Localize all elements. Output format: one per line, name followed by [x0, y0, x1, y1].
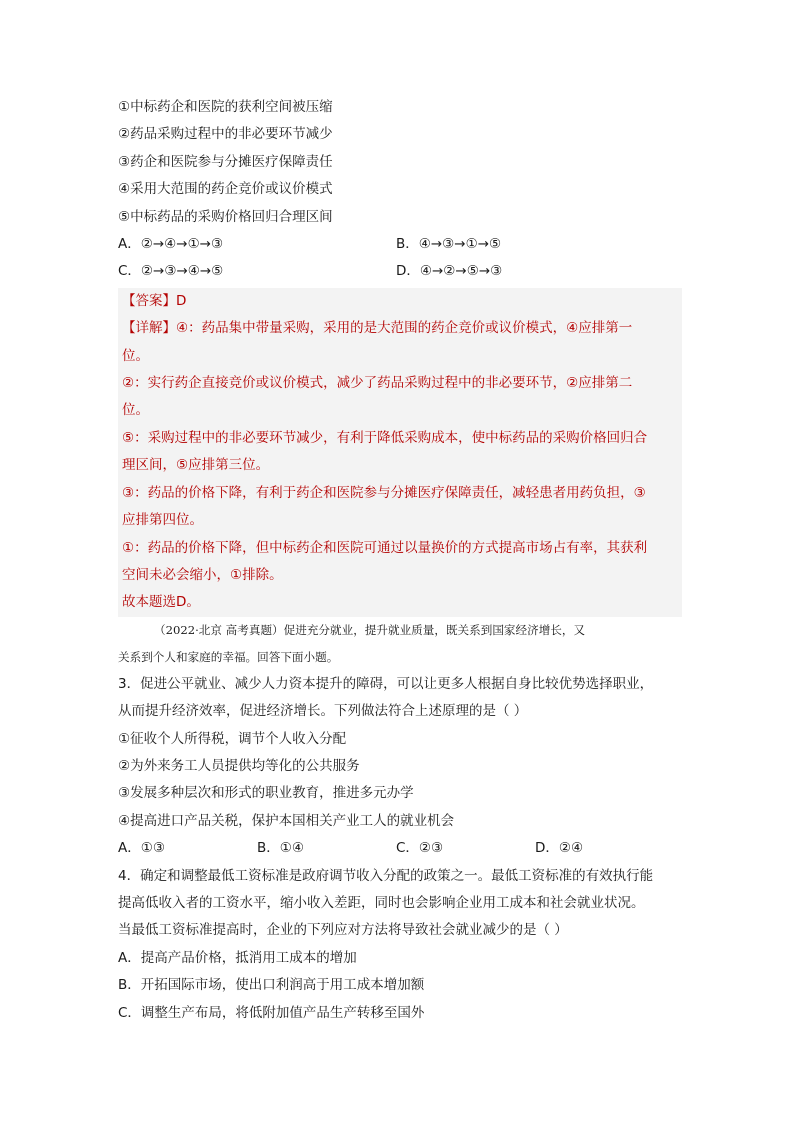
- q2-option-b: B．④→③→①→⑤: [396, 236, 502, 253]
- q4-option-b: B．开拓国际市场，使出口利润高于用工成本增加额: [118, 977, 425, 994]
- detail-line-6: 理区间，⑤应排第三位。: [122, 457, 270, 474]
- detail-line-2: 位。: [122, 347, 149, 364]
- q3-item-3: ③发展多种层次和形式的职业教育，推进多元办学: [118, 785, 414, 802]
- detail-line-4: 位。: [122, 402, 149, 419]
- detail-line-8: 应排第四位。: [122, 512, 203, 529]
- document-page: [118, 94, 678, 1027]
- q3-option-c: C．②③: [396, 840, 444, 857]
- detail-line-3: ②：实行药企直接竞价或议价模式，减少了药品采购过程中的非必要环节，②应排第二: [122, 375, 633, 392]
- answer-box: [118, 288, 682, 617]
- q2-item-5: ⑤中标药品的采购价格回归合理区间: [118, 208, 333, 225]
- q4-stem-line-2: 提高低收入者的工资水平，缩小收入差距，同时也会影响企业用工成本和社会就业状况。: [118, 894, 645, 911]
- question-2-items: [118, 94, 678, 231]
- q3-stem-line-1: 3．促进公平就业、减少人力资本提升的障碍，可以让更多人根据自身比较优势选择职业，: [118, 675, 654, 692]
- q3-options-row: [118, 835, 678, 862]
- q3-option-a: A．①③: [118, 840, 165, 857]
- q3-stem-line-2: 从而提升经济效率，促进经济增长。下列做法符合上述原理的是（ ）: [118, 703, 528, 720]
- q3-item-1: ①征收个人所得税，调节个人收入分配: [118, 730, 347, 747]
- detail-line-1: 【详解】④：药品集中带量采购，采用的是大范围的药企竞价或议价模式，④应排第一: [122, 320, 633, 337]
- q2-option-a: A．②→④→①→③: [118, 236, 224, 253]
- q2-options-row-2: [118, 258, 678, 285]
- q2-item-2: ②药品采购过程中的非必要环节减少: [118, 126, 333, 143]
- section-intro-line-1: （2022·北京 高考真题）促进充分就业，提升就业质量，既关系到国家经济增长，又: [154, 622, 586, 637]
- detail-line-7: ③：药品的价格下降，有利于药企和医院参与分摊医疗保障责任，减轻患者用药负担，③: [122, 484, 646, 501]
- q2-options-row-1: [118, 231, 678, 258]
- detail-line-5: ⑤：采购过程中的非必要环节减少，有利于降低采购成本，使中标药品的采购价格回归合: [122, 429, 648, 446]
- q3-option-b: B．①④: [257, 840, 304, 857]
- q3-option-d: D．②④: [535, 840, 584, 857]
- question-3: [118, 671, 678, 863]
- q3-item-2: ②为外来务工人员提供均等化的公共服务: [118, 757, 360, 774]
- answer-label: 【答案】D: [122, 292, 187, 309]
- q3-item-4: ④提高进口产品关税，保护本国相关产业工人的就业机会: [118, 812, 455, 829]
- section-intro-line-2: 关系到个人和家庭的幸福。回答下面小题。: [118, 649, 339, 664]
- q2-item-4: ④采用大范围的药企竞价或议价模式: [118, 181, 333, 198]
- q4-stem-line-1: 4．确定和调整最低工资标准是政府调节收入分配的政策之一。最低工资标准的有效执行能: [118, 867, 654, 884]
- q4-option-a: A．提高产品价格，抵消用工成本的增加: [118, 949, 357, 966]
- q2-item-3: ③药企和医院参与分摊医疗保障责任: [118, 153, 333, 170]
- detail-line-9: ①：药品的价格下降，但中标药企和医院可通过以量换价的方式提高市场占有率，其获利: [122, 539, 648, 556]
- answer-conclusion: 故本题选D。: [122, 594, 200, 611]
- q4-option-c: C．调整生产布局，将低附加值产品生产转移至国外: [118, 1004, 425, 1021]
- question-4: [118, 863, 678, 1027]
- detail-line-10: 空间未必会缩小，①排除。: [122, 566, 283, 583]
- q4-stem-line-3: 当最低工资标准提高时，企业的下列应对方法将导致社会就业减少的是（ ）: [118, 922, 568, 939]
- q2-option-c: C．②→③→④→⑤: [118, 263, 224, 280]
- q2-item-1: ①中标药企和医院的获利空间被压缩: [118, 99, 333, 115]
- q2-option-d: D．④→②→⑤→③: [396, 263, 503, 280]
